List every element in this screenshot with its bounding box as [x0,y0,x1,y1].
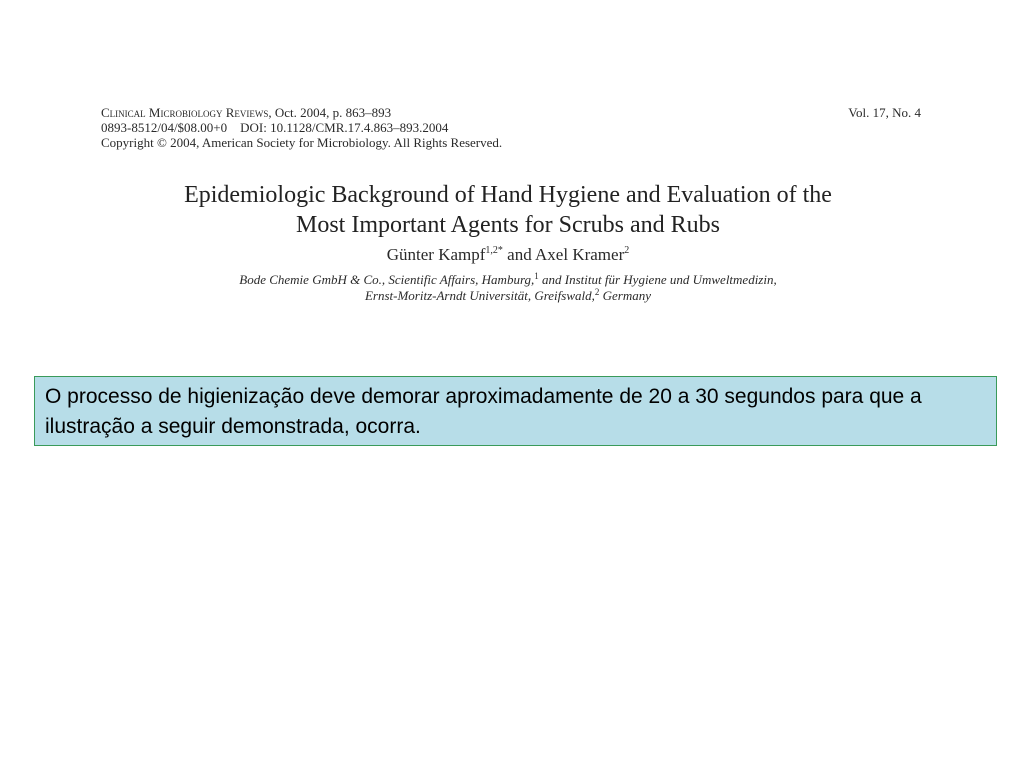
title-line-2: Most Important Agents for Scrubs and Rubs [296,212,720,238]
journal-name: Clinical Microbiology Reviews [101,105,269,120]
copyright-line [101,135,921,150]
affiliation-marker: 1 [534,271,539,281]
journal-citation [101,105,391,120]
author-name: Axel Kramer [535,245,625,264]
affiliation-text: and Institut für Hygiene und Umweltmedizin, [538,272,777,287]
title-line-1: Epidemiologic Background of Hand Hygiene and Evaluation of the [184,182,832,208]
affiliation-text: Bode Chemie GmbH & Co., Scientific Affairs, Hamburg, [239,272,535,287]
affiliation [60,272,956,304]
paper-title-block [60,180,956,304]
volume-number: Vol. 17, No. 4 [848,105,921,120]
note-callout [34,376,997,446]
copyright: Copyright © 2004, American Society for Microbiology. All Rights Reserved. [101,135,503,150]
citation-details: , Oct. 2004, p. 863–893 [268,105,392,120]
affiliation-marker: 2 [594,287,600,297]
affiliation-text: Ernst-Moritz-Arndt Universität, Greifswald, [364,288,595,303]
author-list [60,244,956,266]
paper-title [60,180,956,240]
note-text: O processo de higienização deve demorar aproximadamente de 20 a 30 segundos para que a ilustração a seguir demonstrada, ocorra. [45,385,922,438]
header-citation-line [101,105,921,120]
article-header [101,105,921,150]
author-separator: and [502,245,536,264]
issn-doi: 0893-8512/04/$08.00+0 DOI: 10.1128/CMR.17.4.863–893.2004 [101,120,449,135]
author-affiliation-marker: 1,2* [485,245,503,256]
issn-doi-line [101,120,921,135]
author-affiliation-marker: 2 [624,245,630,256]
affiliation-text: Germany [599,288,652,303]
author-name: Günter Kampf [386,245,486,264]
